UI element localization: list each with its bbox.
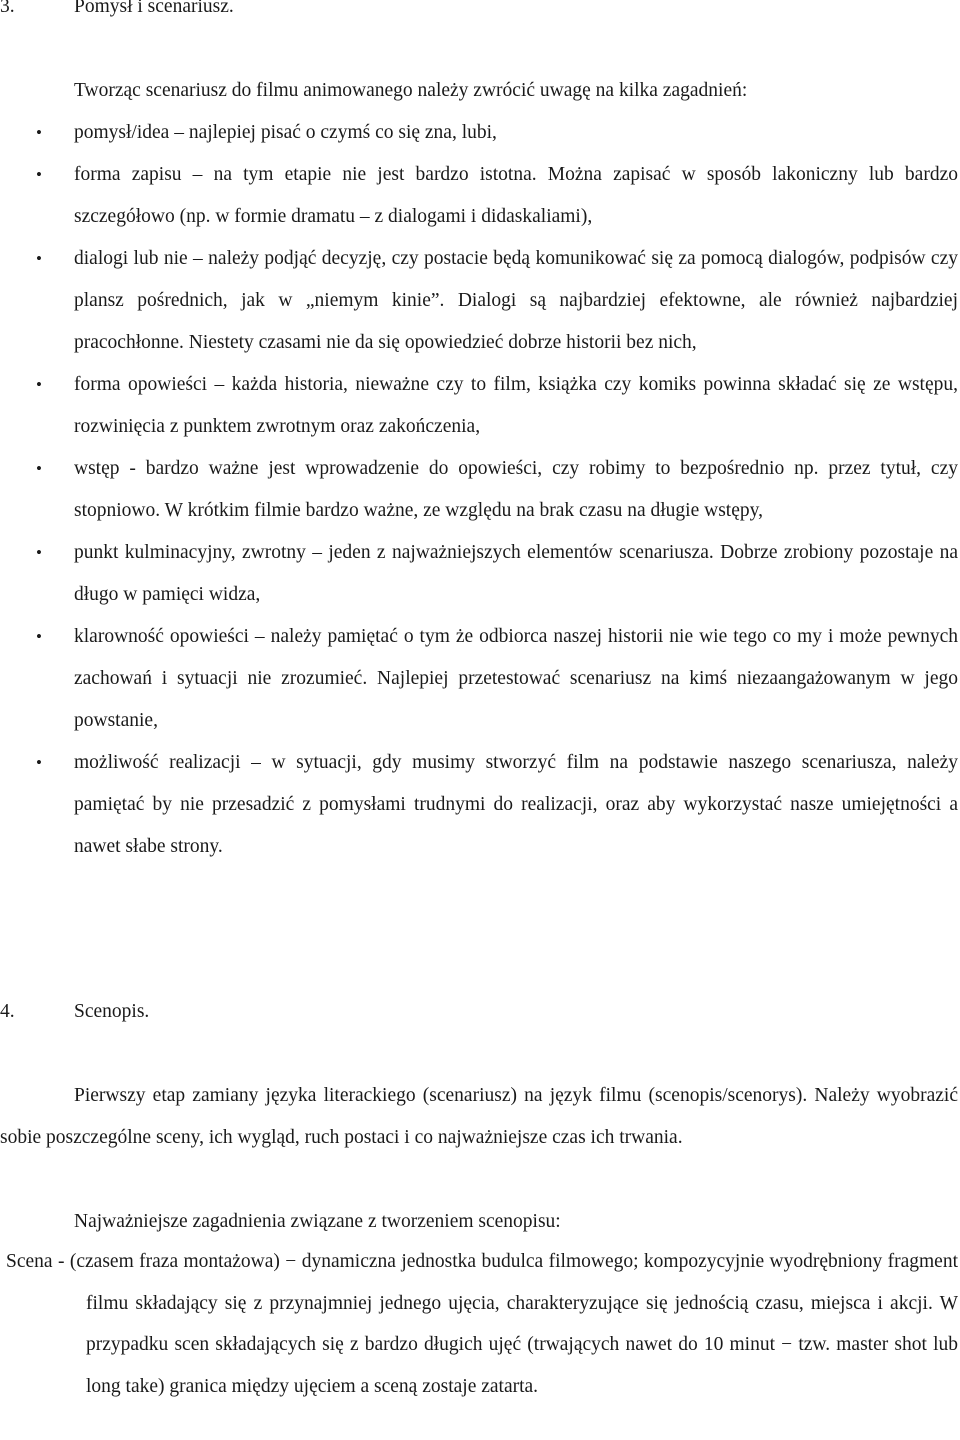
section-4-title: Scenopis. [74, 1001, 150, 1022]
bullet-text: pomysł/idea – najlepiej pisać o czymś co się zna, lubi, [74, 122, 497, 143]
bullet-icon: • [36, 627, 42, 646]
section-4-heading [0, 1001, 149, 1023]
bullet-item [0, 448, 958, 532]
section-3-bullet-list [0, 112, 958, 868]
section-4-issues-intro: Najważniejsze zagadnienia związane z tworzeniem scenopisu: [74, 1211, 561, 1232]
section-3-intro: Tworząc scenariusz do filmu animowanego należy zwrócić uwagę na kilka zagadnień: [74, 80, 748, 101]
bullet-item [0, 616, 958, 742]
bullet-item [0, 364, 958, 448]
bullet-text: możliwość realizacji – w sytuacji, gdy musimy stworzyć film na podstawie naszego scenariusza, należy pamiętać by nie przesadzić z pomysłami trudnymi do realizacji, oraz aby wykorzystać nasze umiejętności a nawet słabe strony. [74, 752, 958, 857]
bullet-item [0, 154, 958, 238]
bullet-text: forma zapisu – na tym etapie nie jest bardzo istotna. Można zapisać w sposób lakoniczny lub bardzo szczegółowo (np. w formie dramatu – z dialogami i didaskaliami), [74, 164, 958, 227]
section-4-number: 4. [0, 1001, 15, 1022]
bullet-icon: • [36, 375, 42, 394]
bullet-icon: • [36, 543, 42, 562]
bullet-item [0, 112, 958, 154]
bullet-icon: • [36, 165, 42, 184]
bullet-item [0, 742, 958, 868]
bullet-text: forma opowieści – każda historia, nieważne czy to film, książka czy komiks powinna składać się ze wstępu, rozwinięcia z punktem zwrotnym oraz zakończenia, [74, 374, 958, 437]
bullet-text: dialogi lub nie – należy podjąć decyzję, czy postacie będą komunikować się za pomocą dialogów, podpisów czy plansz pośrednich, jak w „niemym kinie”. Dialogi są najbardziej efektowne, ale również najbardziej pracochłonne. Niestety czasami nie da się opowiedzieć dobrze historii bez nich, [74, 248, 958, 353]
section-4-paragraph: Pierwszy etap zamiany języka literackiego (scenariusz) na język filmu (scenopis/scenorys). Należy wyobrazić sobie poszczególne sceny, ich wygląd, ruch postaci i co najważniejsze czas ich trwania. [0, 1085, 958, 1148]
section-3-heading [0, 0, 234, 18]
bullet-text: punkt kulminacyjny, zwrotny – jeden z najważniejszych elementów scenariusza. Dobrze zrobiony pozostaje na długo w pamięci widza, [74, 542, 958, 605]
bullet-icon: • [36, 459, 42, 478]
bullet-icon: • [36, 753, 42, 772]
bullet-text: klarowność opowieści – należy pamiętać o tym że odbiorca naszej historii nie wie tego co my i może pewnych zachowań i sytuacji nie zrozumieć. Najlepiej przetestować scenariusz na kimś niezaangażowanym w jego powstanie, [74, 626, 958, 731]
section-3-number: 3. [0, 0, 15, 17]
bullet-icon: • [36, 123, 42, 142]
bullet-icon: • [36, 249, 42, 268]
bullet-text: wstęp - bardzo ważne jest wprowadzenie do opowieści, czy robimy to bezpośrednio np. przez tytuł, czy stopniowo. W krótkim filmie bardzo ważne, ze względu na brak czasu na długie wstępy, [74, 458, 958, 521]
bullet-item [0, 238, 958, 364]
scene-definition: Scena - (czasem fraza montażowa) − dynamiczna jednostka budulca filmowego; kompozycyjnie wyodrębniony fragment filmu składający się z przynajmniej jednego ujęcia, charakteryzujące się jednością czasu, miejsca i akcji. W przypadku scen składających się z bardzo długich ujęć (trwających nawet do 10 minut − tzw. master shot lub long take) granica między ujęciem a sceną zostaje zatarta. [6, 1251, 958, 1397]
section-3-title: Pomysł i scenariusz. [74, 0, 234, 17]
bullet-item [0, 532, 958, 616]
